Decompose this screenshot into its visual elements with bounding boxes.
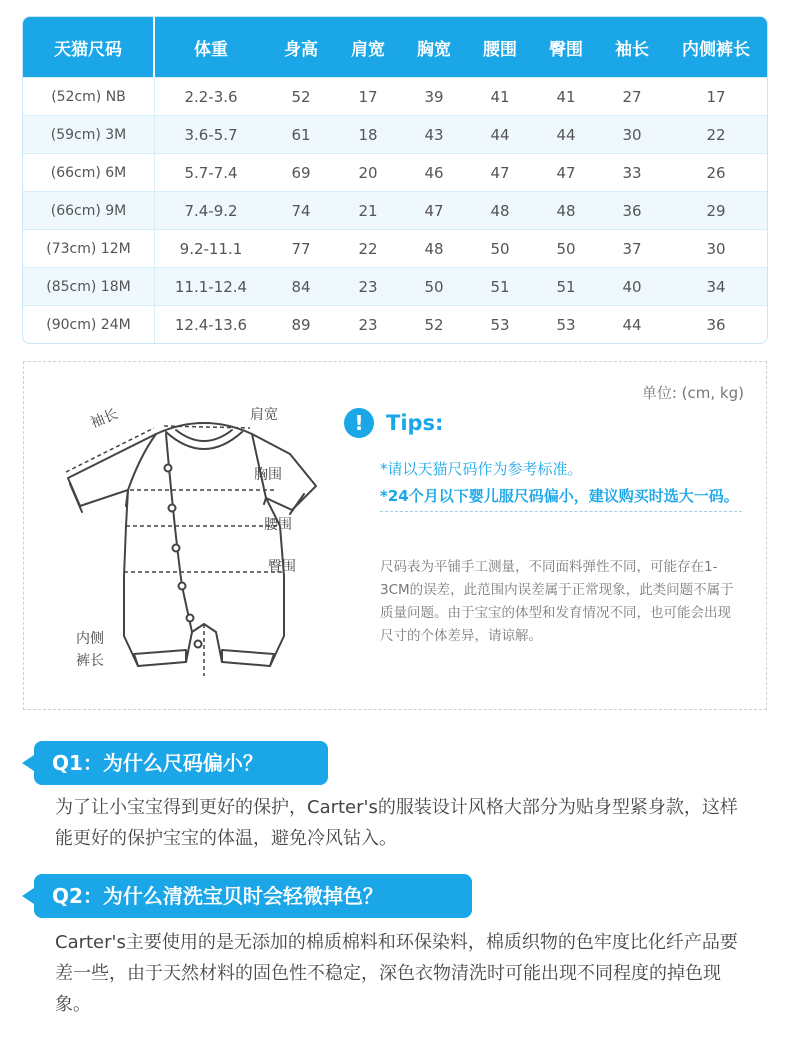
label-hip: 臀围: [268, 559, 296, 575]
tip-size-reference: *请以天猫尺码作为参考标准。: [380, 460, 583, 478]
romper-diagram: [54, 386, 354, 686]
header-tmall-size: 天猫尺码: [23, 17, 155, 77]
value-cell: 3.6-5.7: [155, 115, 267, 153]
value-cell: 22: [665, 115, 767, 153]
header-hip: 臀围: [533, 17, 599, 77]
value-cell: 46: [401, 153, 467, 191]
table-row: [23, 153, 767, 191]
size-cell: (66cm) 9M: [23, 191, 155, 229]
value-cell: 47: [401, 191, 467, 229]
value-cell: 36: [599, 191, 665, 229]
value-cell: 5.7-7.4: [155, 153, 267, 191]
value-cell: 40: [599, 267, 665, 305]
size-cell: (59cm) 3M: [23, 115, 155, 153]
header-height: 身高: [267, 17, 335, 77]
value-cell: 84: [267, 267, 335, 305]
label-sleeve: 袖长: [88, 406, 121, 432]
value-cell: 74: [267, 191, 335, 229]
faq-question-2: Q2：为什么清洗宝贝时会轻微掉色？: [34, 874, 472, 918]
value-cell: 12.4-13.6: [155, 305, 267, 343]
value-cell: 44: [467, 115, 533, 153]
size-chart-table: [22, 16, 768, 344]
header-sleeve: 袖长: [599, 17, 665, 77]
value-cell: 51: [467, 267, 533, 305]
value-cell: 27: [599, 77, 665, 115]
value-cell: 33: [599, 153, 665, 191]
header-inseam: 内侧裤长: [665, 17, 767, 77]
value-cell: 30: [599, 115, 665, 153]
value-cell: 29: [665, 191, 767, 229]
measurement-note: 尺码表为平铺手工测量，不同面料弹性不同，可能存在1-3CM的误差，此范围内误差属于正常现象，此类问题不属于质量问题。由于宝宝的体型和发育情况不同，也可能会出现尺寸的个体差异，请谅解。: [380, 559, 734, 644]
value-cell: 34: [665, 267, 767, 305]
value-cell: 69: [267, 153, 335, 191]
value-cell: 7.4-9.2: [155, 191, 267, 229]
value-cell: 30: [665, 229, 767, 267]
tips-header: [344, 408, 443, 438]
header-waist: 腰围: [467, 17, 533, 77]
faq-answer-2: Carter's主要使用的是无添加的棉质棉料和环保染料，棉质织物的色牢度比化纤产品要差一些，由于天然材料的固色性不稳定，深色衣物清洗时可能出现不同程度的掉色现象。: [55, 932, 738, 1015]
size-cell: (90cm) 24M: [23, 305, 155, 343]
table-header-row: [23, 17, 767, 77]
value-cell: 48: [401, 229, 467, 267]
value-cell: 52: [267, 77, 335, 115]
size-cell: (52cm) NB: [23, 77, 155, 115]
value-cell: 50: [533, 229, 599, 267]
value-cell: 44: [599, 305, 665, 343]
faq-question-1: Q1：为什么尺码偏小？: [34, 741, 328, 785]
value-cell: 37: [599, 229, 665, 267]
value-cell: 50: [467, 229, 533, 267]
value-cell: 89: [267, 305, 335, 343]
label-inseam-line2: 裤长: [76, 653, 104, 669]
value-cell: 53: [533, 305, 599, 343]
value-cell: 53: [467, 305, 533, 343]
value-cell: 43: [401, 115, 467, 153]
value-cell: 77: [267, 229, 335, 267]
table-row: [23, 77, 767, 115]
table-row: [23, 305, 767, 343]
table-row: [23, 229, 767, 267]
value-cell: 47: [533, 153, 599, 191]
header-shoulder: 肩宽: [335, 17, 401, 77]
value-cell: 48: [533, 191, 599, 229]
label-chest: 胸围: [254, 467, 282, 483]
value-cell: 23: [335, 305, 401, 343]
table-row: [23, 115, 767, 153]
value-cell: 2.2-3.6: [155, 77, 267, 115]
table-row: [23, 191, 767, 229]
value-cell: 51: [533, 267, 599, 305]
value-cell: 61: [267, 115, 335, 153]
value-cell: 36: [665, 305, 767, 343]
header-chest: 胸宽: [401, 17, 467, 77]
value-cell: 50: [401, 267, 467, 305]
unit-label: 单位: (cm, kg): [641, 384, 744, 402]
value-cell: 23: [335, 267, 401, 305]
tip-size-up: *24个月以下婴儿服尺码偏小，建议购买时选大一码。: [380, 484, 742, 512]
table-row: [23, 267, 767, 305]
value-cell: 17: [335, 77, 401, 115]
value-cell: 47: [467, 153, 533, 191]
measurement-guide-box: [23, 361, 767, 710]
label-shoulder: 肩宽: [250, 407, 278, 423]
value-cell: 22: [335, 229, 401, 267]
value-cell: 52: [401, 305, 467, 343]
value-cell: 44: [533, 115, 599, 153]
label-inseam-line1: 内侧: [76, 631, 104, 647]
value-cell: 17: [665, 77, 767, 115]
faq-answer-1: 为了让小宝宝得到更好的保护，Carter's的服装设计风格大部分为贴身型紧身款，这样能更好的保护宝宝的体温，避免冷风钻入。: [55, 797, 738, 849]
value-cell: 21: [335, 191, 401, 229]
value-cell: 9.2-11.1: [155, 229, 267, 267]
value-cell: 20: [335, 153, 401, 191]
value-cell: 41: [533, 77, 599, 115]
value-cell: 39: [401, 77, 467, 115]
value-cell: 18: [335, 115, 401, 153]
label-waist: 腰围: [264, 517, 292, 533]
exclamation-icon: !: [344, 408, 374, 438]
header-weight: 体重: [155, 17, 267, 77]
value-cell: 48: [467, 191, 533, 229]
size-cell: (66cm) 6M: [23, 153, 155, 191]
size-cell: (73cm) 12M: [23, 229, 155, 267]
size-cell: (85cm) 18M: [23, 267, 155, 305]
value-cell: 11.1-12.4: [155, 267, 267, 305]
value-cell: 41: [467, 77, 533, 115]
value-cell: 26: [665, 153, 767, 191]
tips-title: Tips:: [386, 411, 444, 435]
